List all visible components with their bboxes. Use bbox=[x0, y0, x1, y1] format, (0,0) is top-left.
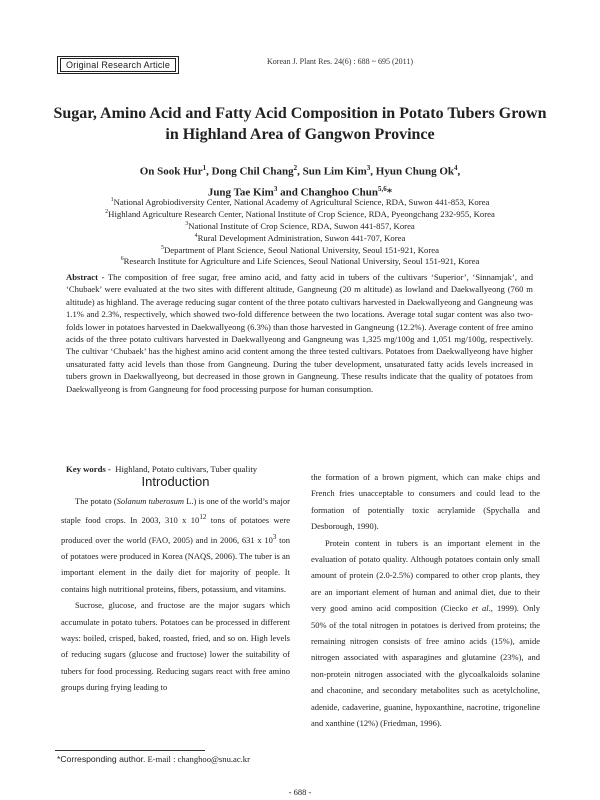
author-name: Jung Tae Kim bbox=[207, 186, 274, 199]
text-run: ton of potatoes were produced in Korea (NAQS, 2006). The tuber is an important element in the daily diet for majority of people. It contains high nutritional proteins, fibers, potassium, and vitamins. bbox=[61, 534, 290, 594]
page-number: - 688 - bbox=[288, 787, 312, 797]
affiliation-text: National Institute of Crop Science, RDA, Suwon 441-857, Korea bbox=[188, 220, 415, 231]
corresponding-mark: * bbox=[386, 186, 393, 199]
affiliation-list bbox=[30, 195, 570, 266]
keywords-label: Key words - bbox=[66, 464, 111, 474]
text-run: tons of potatoes were produced over the world (FAO, 2005) and in 2006, 631 x 10 bbox=[61, 515, 290, 545]
paragraph bbox=[311, 535, 540, 732]
text-run: The potato ( bbox=[75, 496, 117, 506]
author-affil-mark: 1 bbox=[202, 164, 207, 172]
footnote-divider bbox=[55, 750, 205, 751]
affiliation-text: Rural Development Administration, Suwon 441-707, Korea bbox=[197, 232, 406, 243]
paragraph: the formation of a brown pigment, which can make chips and French fries unacceptable to consumers and could lead to the formation of potentially toxic acrylamide (Spychalla and Desborough, 1990). bbox=[311, 472, 540, 532]
affiliation-text: Department of Plant Science, Seoul National University, Seoul 151-921, Korea bbox=[164, 244, 439, 255]
section-heading-introduction: Introduction bbox=[141, 474, 210, 489]
text-run: Protein content in tubers is an important element in the evaluation of potato quality. Although potatoes contain only small amount of protein (2.0-2.5%) compared to other crop plants, they are an important element of human and animal diet, due to their very good amino acid composition (Ciecko bbox=[311, 537, 540, 614]
affiliation-number: 2 bbox=[105, 208, 109, 215]
article-type-label: Original Research Article bbox=[60, 58, 176, 72]
affiliation-item bbox=[30, 231, 570, 243]
author-name: Changhoo Chun bbox=[300, 186, 378, 199]
paragraph: Sucrose, glucose, and fructose are the major sugars which accumulate in potato tubers. Potatoes can be processed in different ways: boiled, crisped, baked, roasted, fried, and so on. High levels of reducing sugars (glucose and fructose) lower the suitability of tubers for food processing. Reducing sugars react with free amino groups during frying leading to bbox=[61, 600, 290, 693]
author-name: On Sook Hur bbox=[139, 165, 203, 178]
affiliation-item bbox=[30, 243, 570, 255]
abstract bbox=[66, 271, 533, 395]
species-name: Solanum tuberosum bbox=[116, 496, 185, 506]
author-affil-mark: 2 bbox=[293, 164, 298, 172]
affiliation-text: National Agrobiodiversity Center, National Academy of Agricultural Science, RDA, Suwon 441-853, Korea bbox=[113, 196, 490, 207]
exponent: 3 bbox=[272, 532, 277, 541]
footnote-label: *Corresponding author. bbox=[57, 754, 146, 764]
affiliation-item bbox=[30, 219, 570, 231]
author-affil-mark: 3 bbox=[273, 184, 278, 193]
article-type-badge bbox=[57, 56, 179, 74]
title-line-1: Sugar, Amino Acid and Fatty Acid Composition in Potato Tubers Grown bbox=[53, 105, 547, 122]
text-run: L.) is one of the world’s major staple food crops. In 2003, 310 x 10 bbox=[61, 496, 290, 526]
affiliation-text: Research Institute for Agriculture and Life Sciences, Seoul National University, Seoul 151-921, Korea bbox=[123, 256, 480, 267]
affiliation-text: Highland Agriculture Research Center, National Institute of Crop Science, RDA, Pyeongchang 232-955, Korea bbox=[108, 208, 495, 219]
authors-line-1: On Sook Hur$^1$, Dong Chil Chang$^2$, Sun Lim Kim$^3$, Hyun Chung Ok$^4$, bbox=[139, 164, 461, 178]
affiliation-number: 4 bbox=[194, 232, 198, 239]
journal-citation: Korean J. Plant Res. 24(6) : 688 ~ 695 (2011) bbox=[267, 57, 414, 66]
author-name: Sun Lim Kim bbox=[302, 165, 367, 178]
body-column-left bbox=[61, 493, 290, 696]
text-run: ., 1999). Only 50% of the total nitrogen in potatoes is derived from proteins; the remaining nitrogen consists of free amino acids (15%), amide nitrogen associated with asparagines and glutamine (23%), and non-protein nitrogen associated with the glycoalkaloids solanine and chaconine, and secondary metabolites such as acetylcholine, adenide, cadaverine, guanine, hypoxanthine, nacrotine, trigoneline and xanthine (12%) (Friedman, 1996). bbox=[311, 603, 540, 729]
affiliation-number: 5 bbox=[161, 244, 165, 251]
abstract-text: The composition of free sugar, free amino acid, and fatty acid in tubers of the cultivars ‘Superior’, ‘Sinnamjak’, and ‘Chubaek’ were evaluated at the two sites with different altitude, Gangneung (20 m altitude) as lowland and Daekwallyeong (760 m altitude) as highland. The average reducing sugar content of the three potato cultivars harvested in Daekwallyeong and Gangneung was 1.1% and 2.3%, respectively, which showed two-fold difference between the two locations. Average total sugar content was also two-folds lower in potatoes harvested in Daekwallyeong (6.3%) than those harvested in Gangneung (12.2%). Average content of free amino acids of the three potato cultivars harvested in Daekwallyeong and Gangneung was 1,325 mg/100g and 1,051 mg/100g, respectively. The cultivar ‘Chubaek’ has the highest amino acid content among the three tested cultivars. Potatoes from Daekwallyeong have higher unsaturated fatty acid levels than those from Gangneung. During the tuber development, unsaturated fatty acids levels increased in tubers grown in Daekwallyeong, but decreased in those grown in Gangneung. These results indicate that the quality of potatoes from Daekwallyeong is from Gangneung for food processing purpose for human consumption. bbox=[66, 272, 533, 394]
abstract-label: Abstract - bbox=[66, 272, 105, 282]
title-line-2: in Highland Area of Gangwon Province bbox=[165, 126, 435, 143]
author-name: Hyun Chung Ok bbox=[375, 165, 455, 178]
affiliation-item bbox=[30, 195, 570, 207]
paragraph bbox=[61, 493, 290, 597]
et-al: et al bbox=[471, 603, 489, 614]
affiliation-number: 6 bbox=[120, 256, 124, 263]
keywords-text: Highland, Potato cultivars, Tuber quality bbox=[115, 464, 258, 474]
footnote-email: E-mail : changhoo@snu.ac.kr bbox=[145, 754, 250, 764]
author-name: Dong Chil Chang bbox=[211, 165, 294, 178]
footnote bbox=[57, 754, 250, 764]
affiliation-item bbox=[30, 207, 570, 219]
author-affil-mark: 3 bbox=[366, 164, 371, 172]
exponent: 12 bbox=[199, 513, 207, 522]
affiliation-number: 3 bbox=[185, 220, 189, 227]
paper-title bbox=[30, 103, 570, 145]
author-affil-mark: 4 bbox=[454, 164, 458, 172]
affiliation-item bbox=[30, 254, 570, 266]
authors-line-2: Jung Tae Kim$^3$ and Changhoo Chun$^{5,6}$* bbox=[207, 184, 393, 199]
body-column-right bbox=[311, 469, 540, 732]
author-affil-mark: 5,6 bbox=[377, 184, 387, 193]
affiliation-number: 1 bbox=[110, 197, 114, 203]
